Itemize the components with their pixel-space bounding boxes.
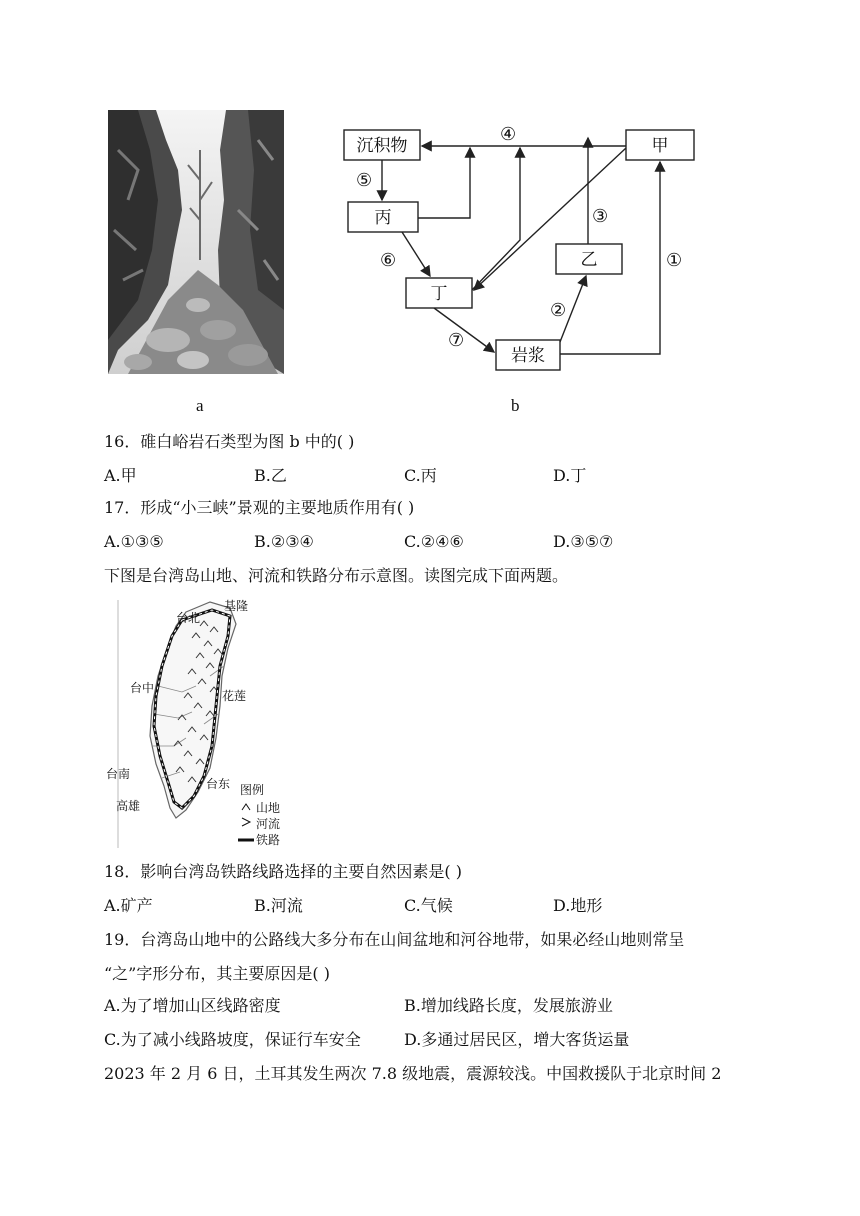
question-18-stem: 18．影响台湾岛铁路线路选择的主要自然因素是( ): [104, 862, 462, 881]
q18-option-c: C.气候: [404, 896, 453, 915]
city-taipei: 台北: [176, 611, 201, 625]
label-yi: 乙: [580, 250, 598, 270]
q19-option-c: C.为了减小线路坡度，保证行车安全: [104, 1030, 361, 1049]
q17-option-b: B.②③④: [254, 532, 314, 551]
q18-option-a: A.矿产: [104, 896, 153, 915]
num-2: ②: [550, 300, 567, 321]
map-intro-text: 下图是台湾岛山地、河流和铁路分布示意图。读图完成下面两题。: [104, 566, 569, 585]
num-3: ③: [592, 206, 609, 227]
figure-b-caption: b: [511, 396, 520, 415]
quake-intro-text: 2023 年 2 月 6 日，土耳其发生两次 7.8 级地震，震源较浅。中国救援队于北京时间 2: [104, 1064, 722, 1083]
arrow-6: [402, 232, 430, 276]
city-tainan: 台南: [106, 767, 131, 781]
q17-option-d: D.③⑤⑦: [553, 532, 614, 551]
legend-river: 河流: [256, 817, 281, 831]
num-4: ④: [500, 124, 517, 145]
label-ding: 丁: [430, 284, 448, 304]
num-1: ①: [666, 250, 683, 271]
q19-option-a: A.为了增加山区线路密度: [104, 996, 281, 1015]
city-taitung: 台东: [206, 777, 231, 791]
num-7: ⑦: [448, 330, 465, 351]
city-kaohsiung: 高雄: [116, 799, 141, 813]
q16-option-b: B.乙: [254, 466, 287, 485]
taiwan-map: [106, 596, 302, 852]
question-19-stem-line2: “之”字形分布，其主要原因是( ): [104, 964, 330, 983]
map-legend: [238, 782, 280, 847]
rock-cycle-diagram: [330, 118, 710, 380]
label-sediment: 沉积物: [356, 136, 408, 156]
q19-option-b: B.增加线路长度，发展旅游业: [404, 996, 613, 1015]
legend-railway: 铁路: [256, 833, 281, 847]
q18-option-b: B.河流: [254, 896, 303, 915]
legend-title: 图例: [240, 783, 265, 797]
figure-a-caption: a: [196, 396, 204, 415]
num-5: ⑤: [356, 170, 373, 191]
canyon-photo: [108, 110, 284, 374]
arrow-bing-sediment: [418, 148, 470, 218]
city-hualien: 花莲: [222, 689, 247, 703]
question-16-stem: 16．碓白峪岩石类型为图 b 中的( ): [104, 432, 355, 451]
label-magma: 岩浆: [511, 346, 545, 366]
q17-option-c: C.②④⑥: [404, 532, 464, 551]
q16-option-d: D.丁: [553, 466, 587, 485]
q16-option-a: A.甲: [104, 466, 137, 485]
label-bing: 丙: [374, 208, 392, 228]
legend-mountain: 山地: [256, 801, 281, 815]
q16-option-c: C.丙: [404, 466, 437, 485]
city-taichung: 台中: [130, 681, 155, 695]
q18-option-d: D.地形: [553, 896, 603, 915]
label-jia: 甲: [651, 136, 669, 156]
q17-option-a: A.①③⑤: [104, 532, 164, 551]
question-17-stem: 17．形成“小三峡”景观的主要地质作用有( ): [104, 498, 415, 517]
city-keelung: 基隆: [224, 599, 249, 613]
q19-option-d: D.多通过居民区，增大客货运量: [404, 1030, 630, 1049]
num-6: ⑥: [380, 250, 397, 271]
question-19-stem-line1: 19．台湾岛山地中的公路线大多分布在山间盆地和河谷地带，如果必经山地则常呈: [104, 930, 685, 949]
arrow-1: [560, 162, 660, 354]
